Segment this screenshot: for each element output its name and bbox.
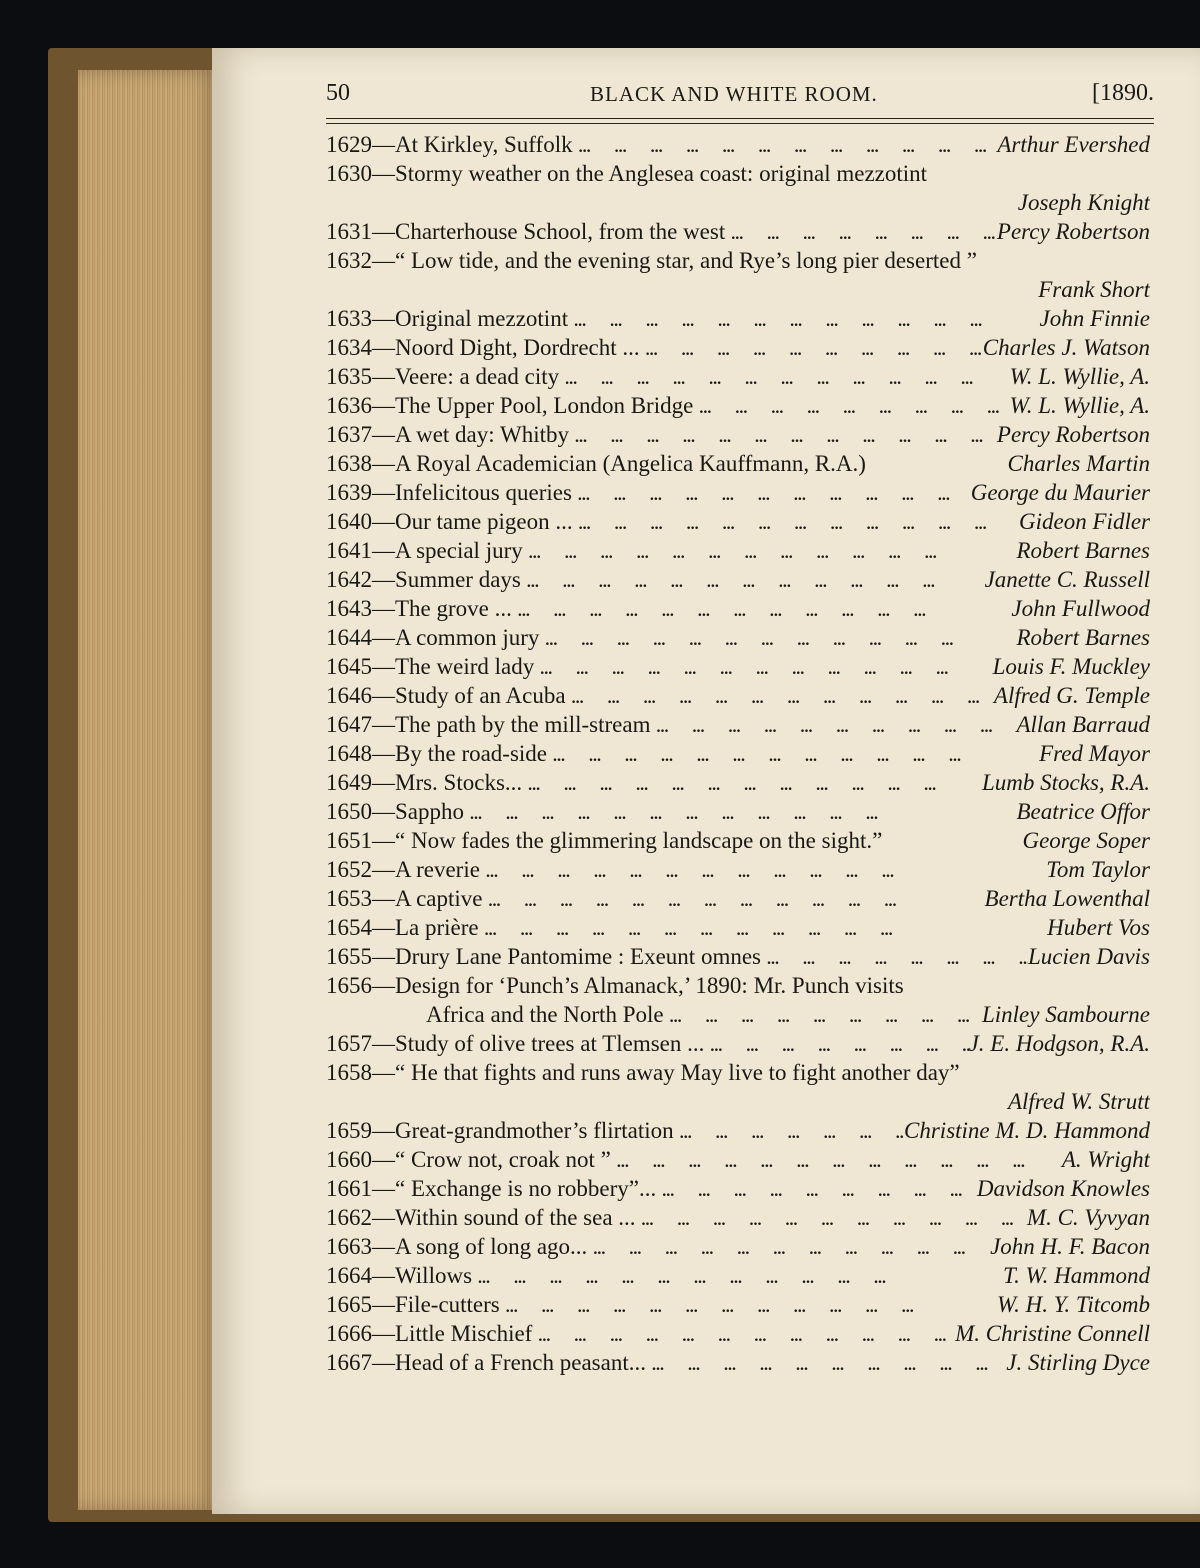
entry-title: Drury Lane Pantomime : Exeunt omnes [395, 944, 762, 969]
leader-dots [539, 626, 1016, 652]
entry-number: 1652— [326, 857, 395, 882]
page-number: 50 [326, 80, 350, 106]
entry-title: Charterhouse School, from the west [395, 219, 726, 244]
entry-title: A reverie [395, 857, 480, 882]
entry-number: 1654— [326, 915, 395, 940]
entry-artist: Arthur Evershed [997, 132, 1150, 157]
entry-artist: Alfred W. Strutt [1007, 1089, 1150, 1114]
entry-artist: Lucien Davis [1027, 944, 1150, 969]
entry-artist: George du Maurier [970, 480, 1150, 505]
entry-artist: Allan Barraud [1016, 712, 1150, 737]
entry-title: Mrs. Stocks... [395, 770, 523, 795]
entry-row [326, 1232, 1150, 1261]
entry-artist: Tom Taylor [1046, 857, 1150, 882]
entry-number: 1642— [326, 567, 395, 592]
entry-number: 1646— [326, 683, 395, 708]
entry-continuation [326, 1000, 1150, 1029]
entry-number: 1635— [326, 364, 395, 389]
entry-title: The grove ... [395, 596, 512, 621]
entry-title: “ Now fades the glimmering landscape on the sight.” [395, 828, 883, 853]
entry-title-continued: Africa and the North Pole [426, 1002, 664, 1027]
entry-number: 1634— [326, 335, 395, 360]
entry-row [326, 913, 1150, 942]
entry-artist: Louis F. Muckley [992, 654, 1150, 679]
entry-title: “ Exchange is no robbery”... [395, 1176, 657, 1201]
entry-number: 1661— [326, 1176, 395, 1201]
entry-title: A captive [395, 886, 483, 911]
entry-number: 1655— [326, 944, 395, 969]
entry-title: Design for ‘Punch’s Almanack,’ 1890: Mr. Punch visits [395, 973, 904, 998]
entry-artist: John Fullwood [1011, 596, 1150, 621]
entry-artist: John H. F. Bacon [990, 1234, 1150, 1259]
entry-artist-line [326, 1087, 1150, 1116]
entry-number: 1632— [326, 248, 395, 273]
entry-number: 1633— [326, 306, 395, 331]
leader-dots [587, 1235, 990, 1261]
entry-title: Within sound of the sea ... [395, 1205, 636, 1230]
entry-number: 1631— [326, 219, 395, 244]
entry-artist: Gideon Fidler [1019, 509, 1150, 534]
leader-dots [572, 481, 971, 507]
entry-artist: J. E. Hodgson, R.A. [968, 1031, 1150, 1056]
entry-row [326, 1290, 1150, 1319]
entry-artist: W. H. Y. Titcomb [997, 1292, 1150, 1317]
entry-row [326, 1058, 1150, 1087]
entry-row [326, 1203, 1150, 1232]
entry-number: 1650— [326, 799, 395, 824]
entry-row [326, 565, 1150, 594]
entry-number: 1651— [326, 828, 395, 853]
entry-row [326, 507, 1150, 536]
entry-artist: Davidson Knowles [976, 1176, 1150, 1201]
entry-artist: Percy Robertson [996, 219, 1150, 244]
entry-number: 1662— [326, 1205, 395, 1230]
running-head [326, 80, 1154, 116]
entry-artist: Robert Barnes [1016, 625, 1150, 650]
entry-number: 1658— [326, 1060, 395, 1085]
entry-row [326, 768, 1150, 797]
entry-number: 1657— [326, 1031, 395, 1056]
entry-title: Study of olive trees at Tlemsen ... [395, 1031, 705, 1056]
entry-artist: A. Wright [1061, 1147, 1150, 1172]
leader-dots [656, 1177, 977, 1203]
entry-artist: T. W. Hammond [1003, 1263, 1150, 1288]
entry-row [326, 681, 1150, 710]
entry-title: Veere: a dead city [395, 364, 560, 389]
entry-number: 1640— [326, 509, 395, 534]
entry-artist: Charles Martin [1007, 451, 1150, 476]
entry-row [326, 942, 1150, 971]
entry-row [326, 391, 1150, 420]
entry-title: By the road-side [395, 741, 548, 766]
leader-dots [479, 916, 1047, 942]
entry-number: 1656— [326, 973, 395, 998]
entry-title: Study of an Acuba [395, 683, 566, 708]
entry-artist: Robert Barnes [1016, 538, 1150, 563]
entry-number: 1645— [326, 654, 395, 679]
leader-dots [512, 597, 1011, 623]
entry-row [326, 1116, 1150, 1145]
entry-number: 1637— [326, 422, 395, 447]
leader-dots [664, 1003, 982, 1029]
entry-title: A Royal Academician (Angelica Kauffmann, R.A.) [395, 451, 866, 476]
leader-dots [761, 945, 1028, 971]
entry-title: Sappho [395, 799, 464, 824]
entry-number: 1664— [326, 1263, 395, 1288]
leader-dots [500, 1293, 997, 1319]
leader-dots [569, 423, 997, 449]
entry-artist: Beatrice Offor [1016, 799, 1150, 824]
entry-row [326, 246, 1150, 275]
entry-number: 1653— [326, 886, 395, 911]
leader-dots [636, 1206, 1027, 1232]
entry-artist: M. C. Vyvyan [1026, 1205, 1150, 1230]
entry-artist: John Finnie [1039, 306, 1150, 331]
entry-title: The Upper Pool, London Bridge [395, 393, 694, 418]
leader-dots [611, 1148, 1062, 1174]
leader-dots [534, 655, 992, 681]
entry-title: Willows [395, 1263, 473, 1288]
entry-artist: Alfred G. Temple [993, 683, 1150, 708]
entry-row [326, 449, 1150, 478]
entry-title: The weird lady [395, 654, 535, 679]
entry-row [326, 971, 1150, 1000]
entry-number: 1639— [326, 480, 395, 505]
entry-number: 1641— [326, 538, 395, 563]
entry-number: 1667— [326, 1350, 395, 1375]
section-title: BLACK AND WHITE ROOM. [590, 82, 878, 106]
leader-dots [532, 1322, 955, 1348]
leader-dots [522, 771, 982, 797]
entry-row [326, 1348, 1150, 1377]
entry-artist: George Soper [1022, 828, 1150, 853]
entry-artist: Christine M. D. Hammond [904, 1118, 1150, 1143]
entry-row [326, 478, 1150, 507]
entry-row [326, 159, 1150, 188]
leader-dots [650, 713, 1016, 739]
leader-dots [640, 336, 983, 362]
entry-title: Our tame pigeon ... [395, 509, 573, 534]
entry-title: La prière [395, 915, 479, 940]
entry-number: 1647— [326, 712, 395, 737]
entry-number: 1665— [326, 1292, 395, 1317]
entry-row [326, 797, 1150, 826]
entry-row [326, 594, 1150, 623]
entry-number: 1636— [326, 393, 395, 418]
entry-title: Noord Dight, Dordrecht ... [395, 335, 640, 360]
entry-row [326, 536, 1150, 565]
entry-title: “ Crow not, croak not ” [395, 1147, 611, 1172]
leader-dots [464, 800, 1017, 826]
entry-artist: M. Christine Connell [955, 1321, 1150, 1346]
leader-dots [547, 742, 1039, 768]
entry-number: 1644— [326, 625, 395, 650]
entry-title: Head of a French peasant... [395, 1350, 646, 1375]
entry-artist-line [326, 275, 1150, 304]
entry-number: 1649— [326, 770, 395, 795]
entry-number: 1663— [326, 1234, 395, 1259]
entry-artist: J. Stirling Dyce [1006, 1350, 1150, 1375]
entry-row [326, 855, 1150, 884]
entry-title: File-cutters [395, 1292, 500, 1317]
entry-row [326, 304, 1150, 333]
entry-row [326, 710, 1150, 739]
header-rule [326, 118, 1154, 124]
entry-title: Original mezzotint [395, 306, 569, 331]
leader-dots [521, 568, 985, 594]
entry-artist: Linley Sambourne [981, 1002, 1150, 1027]
leader-dots [472, 1264, 1003, 1290]
entry-row [326, 1145, 1150, 1174]
year-label: [1890. [1092, 80, 1154, 106]
entry-title: A wet day: Whitby [395, 422, 569, 447]
leader-dots [646, 1351, 1006, 1377]
entry-number: 1666— [326, 1321, 395, 1346]
leader-dots [483, 887, 985, 913]
leader-dots [573, 510, 1019, 536]
entry-title: A common jury [395, 625, 540, 650]
entry-title: Great-grandmother’s flirtation [395, 1118, 674, 1143]
leader-dots [704, 1032, 968, 1058]
entry-row [326, 1029, 1150, 1058]
entry-artist: Frank Short [1038, 277, 1150, 302]
entry-artist: Charles J. Watson [982, 335, 1150, 360]
entry-row [326, 1319, 1150, 1348]
entry-title: Stormy weather on the Anglesea coast: original mezzotint [395, 161, 928, 186]
entry-title: “ He that fights and runs away May live to fight another day” [395, 1060, 960, 1085]
entry-artist: Janette C. Russell [984, 567, 1150, 592]
entry-row [326, 1174, 1150, 1203]
entry-artist: W. L. Wyllie, A. [1009, 393, 1150, 418]
entry-row [326, 217, 1150, 246]
entry-number: 1643— [326, 596, 395, 621]
entry-title: Little Mischief [395, 1321, 533, 1346]
entry-row [326, 826, 1150, 855]
entry-artist: W. L. Wyllie, A. [1009, 364, 1150, 389]
entry-artist: Fred Mayor [1039, 741, 1150, 766]
entry-artist-line [326, 188, 1150, 217]
entry-number: 1638— [326, 451, 395, 476]
leader-dots [573, 133, 998, 159]
entry-row [326, 420, 1150, 449]
entry-row [326, 884, 1150, 913]
leader-dots [725, 220, 997, 246]
entry-title: The path by the mill-stream [395, 712, 651, 737]
entry-row [326, 739, 1150, 768]
entry-title: Infelicitous queries [395, 480, 572, 505]
entry-row [326, 362, 1150, 391]
leader-dots [674, 1119, 904, 1145]
entry-title: Summer days [395, 567, 521, 592]
page-edges [78, 70, 218, 1510]
leader-dots [480, 858, 1046, 884]
entry-artist: Lumb Stocks, R.A. [981, 770, 1150, 795]
leader-dots [523, 539, 1017, 565]
entry-artist: Percy Robertson [996, 422, 1150, 447]
leader-dots [693, 394, 1009, 420]
entry-row [326, 130, 1150, 159]
entry-number: 1660— [326, 1147, 395, 1172]
entry-row [326, 333, 1150, 362]
entry-title: At Kirkley, Suffolk [395, 132, 573, 157]
entry-title: A special jury [395, 538, 523, 563]
entry-row [326, 1261, 1150, 1290]
entry-number: 1630— [326, 161, 395, 186]
entry-row [326, 652, 1150, 681]
entry-number: 1648— [326, 741, 395, 766]
leader-dots [568, 307, 1039, 333]
entry-artist: Hubert Vos [1047, 915, 1150, 940]
entry-artist: Bertha Lowenthal [984, 886, 1150, 911]
leader-dots [566, 684, 994, 710]
entry-title: A song of long ago... [395, 1234, 588, 1259]
entry-title: “ Low tide, and the evening star, and Rye’s long pier deserted ” [395, 248, 977, 273]
entry-number: 1629— [326, 132, 395, 157]
entry-row [326, 623, 1150, 652]
entry-artist: Joseph Knight [1017, 190, 1150, 215]
catalogue-entries [326, 130, 1150, 1377]
entry-number: 1659— [326, 1118, 395, 1143]
leader-dots [559, 365, 1010, 391]
